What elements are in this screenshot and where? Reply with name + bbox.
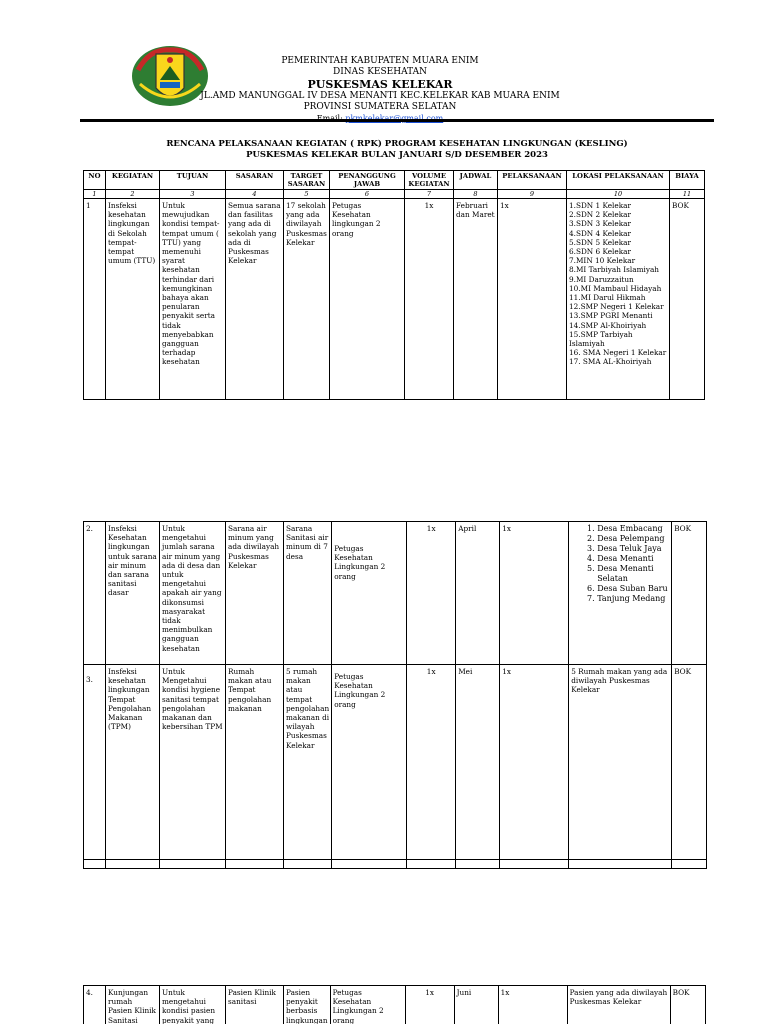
- cell-tujuan: Untuk mewujudkan kondisi tempat-tempat umum ( TTU) yang memenuhi syarat kesehatan terhindar dari kemungkinan bahaya akan penularan penyakit serta tidak menyebabkan gangguan terhadap kesehatan: [160, 199, 226, 400]
- col-number: 5: [284, 190, 330, 199]
- col-header-tujuan: TUJUAN: [160, 171, 226, 190]
- cell-pelaksanaan: 1x: [498, 199, 567, 400]
- cell-pelaksanaan: 1x: [500, 522, 569, 665]
- letterhead: [160, 56, 600, 124]
- col-header-target-sasaran: TARGET SASARAN: [284, 171, 330, 190]
- table-row: [84, 522, 707, 665]
- cell-tujuan: Untuk mengetahui kondisi pasien penyakit yang: [160, 986, 226, 1024]
- list-item: 2. Desa Pelempang: [597, 534, 669, 544]
- list-item: Islamiyah: [569, 339, 605, 349]
- cell-lokasi: [569, 522, 672, 665]
- cell-pelaksanaan: 1x: [500, 665, 569, 860]
- cell-penanggung-jawab: Petugas Kesehatan lingkungan 2 orang: [330, 199, 405, 400]
- cell-target: Pasien penyakit berbasis lingkungan: [284, 986, 331, 1024]
- list-item: 2.SDN 2 Kelekar: [569, 210, 631, 220]
- cell-biaya: BOK: [670, 986, 705, 1024]
- cell-sasaran: Sarana air minum yang ada diwilayah Puskesmas Kelekar: [226, 522, 284, 665]
- lokasi-list: [569, 201, 667, 367]
- letterhead-divider: [80, 119, 714, 122]
- letterhead-address: JL.AMD MANUNGGAL IV DESA MENANTI KEC.KELEKAR KAB MUARA ENIM: [200, 91, 560, 101]
- cell-kegiatan: Insfeksi Kesehatan lingkungan untuk sarana air minum dan sarana sanitasi dasar: [106, 522, 160, 665]
- cell-lokasi: 5 Rumah makan yang ada diwilayah Puskesmas Kelekar: [569, 665, 672, 860]
- empty-cell: [456, 860, 500, 869]
- letterhead-institution: PUSKESMAS KELEKAR: [307, 78, 453, 91]
- list-item: 5.SDN 5 Kelekar: [569, 237, 631, 247]
- cell-volume: 1x: [405, 986, 454, 1024]
- rpk-table-section-2: [83, 521, 707, 869]
- cell-tujuan: Untuk Mengetahui kondisi hygiene sanitasi tempat pengolahan makanan dan kebersihan TPM: [160, 665, 226, 860]
- cell-sasaran: Semua sarana dan fasilitas yang ada di sekolah yang ada di Puskesmas Kelekar: [226, 199, 284, 400]
- empty-cell: [500, 860, 569, 869]
- rpk-table-section-3: [83, 985, 706, 1024]
- list-item: 3. Desa Teluk Jaya: [597, 544, 669, 554]
- col-header-lokasi-pelaksanaan: LOKASI PELAKSANAAN: [567, 171, 670, 190]
- list-item: 13.SMP PGRI Menanti: [569, 311, 653, 321]
- col-number: 9: [498, 190, 567, 199]
- cell-volume: 1x: [407, 665, 456, 860]
- empty-cell: [332, 860, 407, 869]
- column-number-row: [84, 190, 705, 199]
- cell-volume: 1x: [407, 522, 456, 665]
- list-item: 6.SDN 6 Kelekar: [569, 247, 631, 257]
- document-title-line2: PUSKESMAS KELEKAR BULAN JANUARI S/D DESEMBER 2023: [246, 150, 548, 160]
- empty-cell: [84, 860, 106, 869]
- document-title-line1: RENCANA PELAKSANAAN KEGIATAN ( RPK) PROGRAM KESEHATAN LINGKUNGAN (KESLING): [166, 139, 628, 149]
- empty-cell: [160, 860, 226, 869]
- list-item: 12.SMP Negeri 1 Kelekar: [569, 302, 664, 312]
- cell-jadwal: Juni: [454, 986, 498, 1024]
- cell-kegiatan: Insfeksi kesehatan lingkungan Tempat Pengolahan Makanan (TPM): [106, 665, 160, 860]
- col-number: 2: [106, 190, 160, 199]
- list-item: 5. Desa Menanti Selatan: [597, 564, 669, 584]
- list-item: 7. Tanjung Medang: [597, 594, 669, 604]
- cell-kegiatan: Kunjungan rumah Pasien Klinik Sanitasi: [106, 986, 160, 1024]
- cell-sasaran: Rumah makan atau Tempat pengolahan makanan: [226, 665, 284, 860]
- letterhead-government: PEMERINTAH KABUPATEN MUARA ENIM: [281, 56, 479, 66]
- table-row: [84, 665, 707, 860]
- letterhead-department: DINAS KESEHATAN: [333, 67, 427, 77]
- cell-lokasi: [567, 199, 670, 400]
- col-number: 8: [454, 190, 498, 199]
- letterhead-province: PROVINSI SUMATERA SELATAN: [303, 102, 457, 112]
- cell-sasaran: Pasien Klinik sanitasi: [226, 986, 284, 1024]
- cell-jadwal: April: [456, 522, 500, 665]
- col-header-volume-kegiatan: VOLUME KEGIATAN: [405, 171, 454, 190]
- col-header-sasaran: SASARAN: [226, 171, 284, 190]
- cell-target: 17 sekolah yang ada diwilayah Puskesmas Kelekar: [284, 199, 330, 400]
- cell-biaya: BOK: [672, 665, 707, 860]
- cell-jadwal: Mei: [456, 665, 500, 860]
- cell-penanggung-jawab: Petugas Kesehatan Lingkungan 2 orang: [330, 986, 405, 1024]
- col-number: 6: [330, 190, 405, 199]
- cell-volume: 1x: [405, 199, 454, 400]
- cell-penanggung-jawab: [332, 665, 407, 860]
- col-number: 11: [670, 190, 705, 199]
- cell-biaya: BOK: [670, 199, 705, 400]
- cell-no: 4.: [84, 986, 106, 1024]
- table-row: [84, 199, 705, 400]
- list-item: 15.SMP Tarbiyah: [569, 329, 633, 339]
- list-item: 16. SMA Negeri 1 Kelekar: [569, 348, 667, 358]
- document-title: [80, 139, 714, 161]
- table-header-row: [84, 171, 705, 190]
- list-item: 11.MI Darul Hikmah: [569, 293, 646, 303]
- col-header-kegiatan: KEGIATAN: [106, 171, 160, 190]
- col-number: 7: [405, 190, 454, 199]
- penanggung-jawab-text: Petugas Kesehatan Lingkungan 2 orang: [334, 672, 386, 709]
- empty-cell: [226, 860, 284, 869]
- list-item: 10.MI Mambaul Hidayah: [569, 283, 662, 293]
- list-item: 8.MI Tarbiyah Islamiyah: [569, 265, 660, 275]
- cell-no: 2.: [84, 522, 106, 665]
- rpk-table-section-1: [83, 170, 705, 400]
- lokasi-list: [571, 524, 669, 604]
- col-header-no: NO: [84, 171, 106, 190]
- list-item: 4.SDN 4 Kelekar: [569, 228, 631, 238]
- list-item: 1.SDN 1 Kelekar: [569, 201, 631, 210]
- col-header-jadwal: JADWAL: [454, 171, 498, 190]
- col-number: 10: [567, 190, 670, 199]
- list-item: 6. Desa Suban Baru: [597, 584, 669, 594]
- cell-target: 5 rumah makan atau tempat pengolahan makanan di wilayah Puskesmas Kelekar: [284, 665, 332, 860]
- empty-cell: [569, 860, 672, 869]
- list-item: 7.MIN 10 Kelekar: [569, 256, 636, 266]
- col-header-penanggung-jawab: PENANGGUNG JAWAB: [330, 171, 405, 190]
- empty-cell: [106, 860, 160, 869]
- list-item: 1. Desa Embacang: [597, 524, 669, 534]
- col-number: 1: [84, 190, 106, 199]
- cell-no-text: 3.: [86, 675, 93, 684]
- table-row: [84, 986, 706, 1024]
- col-header-pelaksanaan: PELAKSANAAN: [498, 171, 567, 190]
- penanggung-jawab-text: Petugas Kesehatan Lingkungan 2 orang: [334, 544, 386, 581]
- list-item: 9.MI Daruzzaitun: [569, 274, 634, 284]
- cell-kegiatan: Insfeksi kesehatan lingkungan di Sekolah tempat-tempat umum (TTU): [106, 199, 160, 400]
- list-item: 4. Desa Menanti: [597, 554, 669, 564]
- col-number: 4: [226, 190, 284, 199]
- list-item: 3.SDN 3 Kelekar: [569, 219, 631, 229]
- cell-tujuan: Untuk mengetahui jumlah sarana air minum yang ada di desa dan untuk mengetahui apakah air yang dikonsumsi masyarakat tidak menimbulkan gangguan kesehatan: [160, 522, 226, 665]
- list-item: 14.SMP Al-Khoiriyah: [569, 320, 647, 330]
- cell-jadwal: Februari dan Maret: [454, 199, 498, 400]
- empty-cell: [672, 860, 707, 869]
- list-item: 17. SMA AL-Khoiriyah: [569, 357, 652, 367]
- col-header-biaya: BIAYA: [670, 171, 705, 190]
- empty-cell: [407, 860, 456, 869]
- empty-cell: [284, 860, 332, 869]
- cell-target: Sarana Sanitasi air minum di 7 desa: [284, 522, 332, 665]
- table-row-empty: [84, 860, 707, 869]
- cell-biaya: BOK: [672, 522, 707, 665]
- col-number: 3: [160, 190, 226, 199]
- cell-no: [84, 665, 106, 860]
- cell-no: 1: [84, 199, 106, 400]
- cell-lokasi: Pasien yang ada diwilayah Puskesmas Kelekar: [567, 986, 670, 1024]
- cell-penanggung-jawab: [332, 522, 407, 665]
- cell-pelaksanaan: 1x: [498, 986, 567, 1024]
